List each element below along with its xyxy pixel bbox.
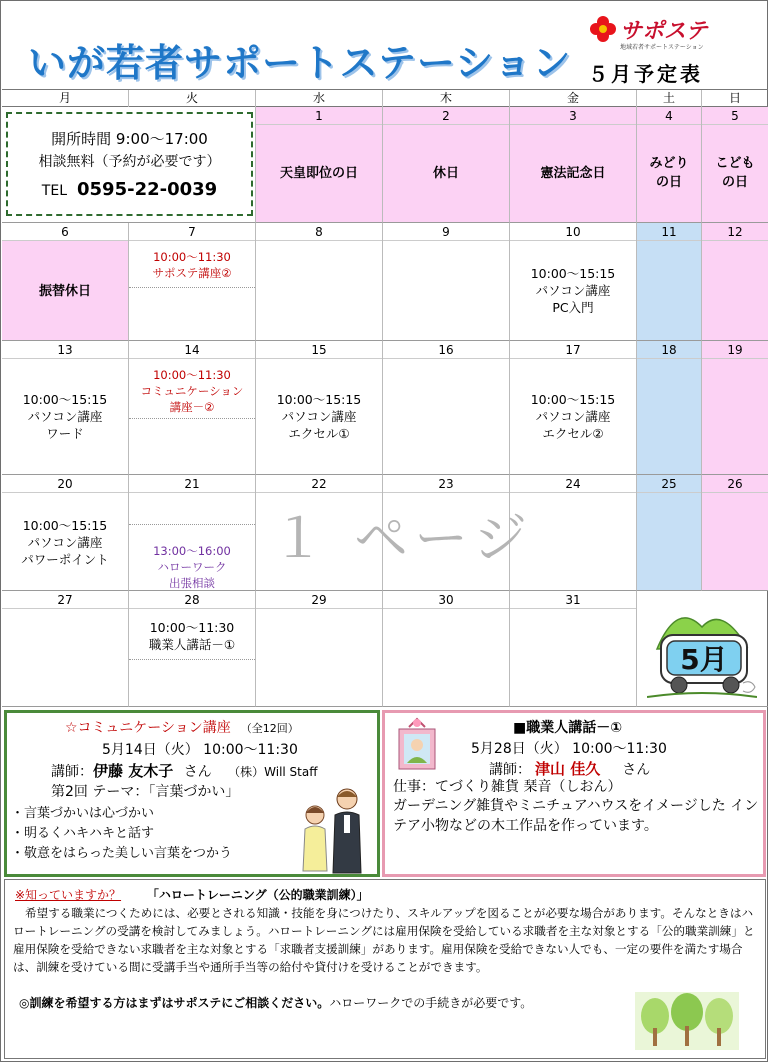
day-number: 19 bbox=[702, 341, 768, 359]
event-title: パソコン講座 bbox=[27, 535, 103, 550]
day-number: 9 bbox=[383, 223, 509, 241]
day-cell bbox=[129, 341, 256, 475]
day-number: 1 bbox=[256, 107, 382, 125]
logo-subtext: 地域若者サポートステーション bbox=[620, 44, 704, 51]
day-cell bbox=[510, 341, 637, 475]
day-number: 25 bbox=[637, 475, 701, 493]
weekday-wed: 水 bbox=[256, 90, 383, 107]
day-number: 4 bbox=[637, 107, 701, 125]
day-number: 28 bbox=[129, 591, 255, 609]
page-watermark: １ ページ bbox=[271, 507, 534, 570]
day-cell bbox=[2, 475, 129, 591]
day-number: 12 bbox=[702, 223, 768, 241]
schedule-label: ５月予定表 bbox=[588, 62, 703, 86]
san-honorific: さん bbox=[183, 764, 212, 780]
day-number: 13 bbox=[2, 341, 128, 359]
day-cell bbox=[510, 591, 637, 707]
tel-number: 0595-22-0039 bbox=[77, 179, 218, 200]
day-number: 15 bbox=[256, 341, 382, 359]
header bbox=[2, 2, 768, 89]
company-name: （株）Will Staff bbox=[228, 765, 318, 779]
day-cell bbox=[129, 591, 256, 707]
event-subtitle: PC入門 bbox=[552, 300, 594, 315]
day-cell bbox=[637, 107, 702, 223]
event-time: 10:00～15:15 bbox=[276, 392, 362, 407]
event-title: パソコン講座 bbox=[535, 409, 611, 424]
san-honorific: さん bbox=[622, 762, 651, 778]
day-cell bbox=[2, 223, 129, 341]
hello-training-notes bbox=[4, 879, 766, 1059]
event-time: 10:00～15:15 bbox=[530, 266, 616, 281]
day-number: 22 bbox=[256, 475, 382, 493]
job-talk-box bbox=[382, 710, 766, 877]
comm-title bbox=[65, 717, 299, 737]
trees-illustration bbox=[635, 992, 739, 1050]
day-cell bbox=[256, 341, 383, 475]
day-number: 14 bbox=[129, 341, 255, 359]
day-number: 26 bbox=[702, 475, 768, 493]
day-cell bbox=[637, 223, 702, 341]
event-title: サポステ講座② bbox=[152, 266, 232, 280]
day-cell bbox=[702, 475, 768, 591]
instructor-label: 講師： bbox=[51, 764, 93, 780]
day-number: 16 bbox=[383, 341, 509, 359]
divider bbox=[129, 418, 255, 419]
day-number: 11 bbox=[637, 223, 701, 241]
event-subtitle: ワード bbox=[46, 426, 84, 441]
notes-footer-bold: ◎訓練を希望する方はまずはサポステにご相談ください。 bbox=[19, 996, 330, 1010]
day-number: 24 bbox=[510, 475, 636, 493]
event-time: 10:00～15:15 bbox=[22, 518, 108, 533]
info-box bbox=[6, 112, 253, 216]
event-title: コミュニケーション bbox=[140, 384, 244, 398]
divider bbox=[129, 287, 255, 288]
tel-label: TEL bbox=[41, 183, 67, 199]
holiday-label: 天皇即位の日 bbox=[279, 166, 358, 181]
day-number: 29 bbox=[256, 591, 382, 609]
day-cell bbox=[2, 591, 129, 707]
event-subtitle: 講座－② bbox=[169, 400, 215, 414]
day-cell bbox=[129, 223, 256, 341]
event-time: 10:00～15:15 bbox=[530, 392, 616, 407]
divider bbox=[129, 524, 255, 525]
day-number: 20 bbox=[2, 475, 128, 493]
day-number: 18 bbox=[637, 341, 701, 359]
holiday-label: の日 bbox=[655, 175, 682, 190]
day-number: 5 bbox=[702, 107, 768, 125]
photo-frame-icon bbox=[397, 717, 437, 772]
job-title: ■職業人講話－① bbox=[513, 720, 623, 736]
day-cell bbox=[256, 591, 383, 707]
day-cell bbox=[383, 107, 510, 223]
instructor-name: 津山 佳久 bbox=[535, 760, 601, 778]
event-subtitle: エクセル① bbox=[288, 426, 350, 441]
day-cell bbox=[510, 223, 637, 341]
consultation-note: 相談無料（予約が必要です） bbox=[38, 154, 221, 170]
day-cell bbox=[637, 475, 702, 591]
day-cell bbox=[383, 223, 510, 341]
day-number: 17 bbox=[510, 341, 636, 359]
day-number: 31 bbox=[510, 591, 636, 609]
opening-hours: 開所時間 9:00～17:00 bbox=[51, 130, 208, 148]
day-cell bbox=[2, 341, 129, 475]
comm-instructor bbox=[51, 760, 318, 781]
day-cell bbox=[702, 223, 768, 341]
bullet-item: ・明るくハキハキと話す bbox=[11, 826, 155, 841]
notes-body: 希望する職業につくためには、必要とされる知識・技能を身につけたり、スキルアップを図ることが必要な場合があります。そんなときはハロートレーニングの受講を検討してみましょう。ハロートレーニングには雇用保険を受給している求職者を主な対象とする「公的職業訓練」と雇用保険を受給できない求職者を主な対象とする「求職者支援訓練」があります。雇用保険を受給できない人でも、一定の要件を満たす場合は、訓練を受けている間に受講手当や通所手当等の給付や貸付けを受けることができます。 bbox=[13, 906, 755, 974]
bus-label: 5月 bbox=[680, 643, 728, 676]
event-time: 10:00～11:30 bbox=[153, 250, 231, 264]
job-description: ガーデニング雑貨やミニチュアハウスをイメージした インテア小物などの木工作品を作っています。 bbox=[393, 798, 759, 834]
bullet-item: ・敬意をはらった美しい言葉をつかう bbox=[11, 846, 233, 861]
weekday-thu: 木 bbox=[383, 90, 510, 107]
sapost-logo bbox=[590, 16, 740, 51]
logo-text: サポステ bbox=[620, 19, 708, 44]
day-cell bbox=[637, 341, 702, 475]
day-cell bbox=[383, 591, 510, 707]
event-title: 職業人講話－① bbox=[148, 637, 236, 652]
instructor-label: 講師： bbox=[489, 762, 531, 778]
weekday-fri: 金 bbox=[510, 90, 637, 107]
instructor-name: 伊藤 友木子 bbox=[93, 762, 174, 780]
comm-theme: 第2回 テーマ：「言葉づかい」 bbox=[51, 784, 240, 800]
day-cell bbox=[702, 107, 768, 223]
flower-logo-icon bbox=[590, 16, 616, 42]
weekday-tue: 火 bbox=[129, 90, 256, 107]
info-cell bbox=[2, 107, 256, 223]
comm-date: 5月14日（火） 10:00～11:30 bbox=[102, 742, 298, 758]
page-title: いが若者サポートステーション bbox=[28, 41, 572, 85]
event-time: 10:00～11:30 bbox=[149, 620, 235, 635]
communication-course-box bbox=[4, 710, 380, 877]
day-cell bbox=[702, 341, 768, 475]
notes-footer-text: ハローワークでの手続きが必要です。 bbox=[329, 996, 533, 1010]
holiday-label: みどり bbox=[649, 156, 689, 171]
event-title: パソコン講座 bbox=[281, 409, 357, 424]
day-cell bbox=[256, 223, 383, 341]
notes-footer bbox=[19, 994, 532, 1011]
event-title: パソコン講座 bbox=[535, 283, 611, 298]
weekday-sat: 土 bbox=[637, 90, 702, 107]
notes-question: ※知っていますか？ bbox=[15, 888, 122, 902]
day-number: 2 bbox=[383, 107, 509, 125]
day-cell bbox=[256, 107, 383, 223]
event-title: パソコン講座 bbox=[27, 409, 103, 424]
event-subtitle: 出張相談 bbox=[169, 576, 215, 590]
notes-topic: 「ハロートレーニング（公的職業訓練）」 bbox=[146, 888, 369, 902]
bullet-item: ・言葉づかいは心づかい bbox=[11, 806, 155, 821]
holiday-label: 休日 bbox=[432, 166, 459, 181]
event-title: ハローワーク bbox=[157, 560, 227, 574]
holiday-label: 憲法記念日 bbox=[540, 166, 606, 181]
day-number: 23 bbox=[383, 475, 509, 493]
couple-illustration bbox=[295, 783, 373, 875]
holiday-label: の日 bbox=[721, 175, 748, 190]
weekday-header bbox=[2, 89, 768, 107]
notes-heading bbox=[15, 886, 369, 903]
job-description-title: 仕事：てづくり雑貨 琹音（しおん） bbox=[393, 779, 622, 795]
event-time: 13:00～16:00 bbox=[153, 544, 231, 558]
day-cell bbox=[129, 475, 256, 591]
comm-count: （全12回） bbox=[240, 722, 299, 735]
event-subtitle: パワーポイント bbox=[21, 552, 109, 567]
job-date: 5月28日（火） 10:00～11:30 bbox=[471, 741, 667, 757]
weekday-mon: 月 bbox=[2, 90, 129, 107]
day-number: 27 bbox=[2, 591, 128, 609]
day-cell bbox=[383, 341, 510, 475]
holiday-label: こども bbox=[715, 156, 755, 171]
comm-title-text: ☆コミュニケーション講座 bbox=[65, 720, 231, 736]
day-number: 7 bbox=[129, 223, 255, 241]
day-number: 8 bbox=[256, 223, 382, 241]
day-number: 6 bbox=[2, 223, 128, 241]
day-number: 10 bbox=[510, 223, 636, 241]
telephone bbox=[8, 179, 251, 200]
divider bbox=[129, 659, 255, 660]
day-number: 21 bbox=[129, 475, 255, 493]
event-time: 10:00～15:15 bbox=[22, 392, 108, 407]
may-bus-illustration bbox=[647, 597, 757, 703]
day-number: 3 bbox=[510, 107, 636, 125]
day-cell bbox=[510, 107, 637, 223]
holiday-label: 振替休日 bbox=[38, 284, 91, 299]
weekday-sun: 日 bbox=[728, 91, 741, 105]
event-time: 10:00～11:30 bbox=[153, 368, 231, 382]
event-subtitle: エクセル② bbox=[542, 426, 604, 441]
day-number: 30 bbox=[383, 591, 509, 609]
